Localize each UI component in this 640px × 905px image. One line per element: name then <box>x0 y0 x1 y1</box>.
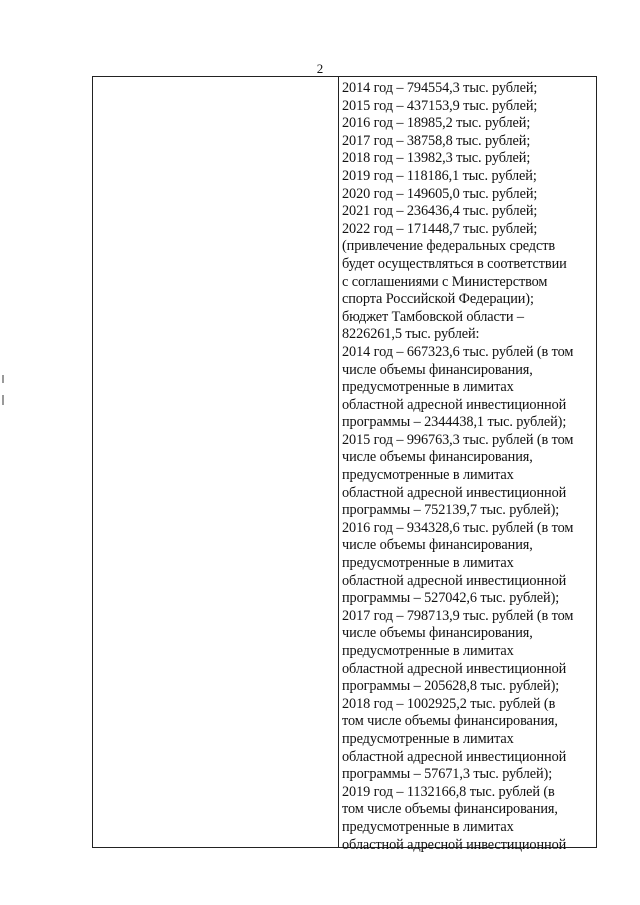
text-line: бюджет Тамбовской области – <box>342 308 524 325</box>
text-line: областной адресной инвестиционной <box>342 396 567 413</box>
text-line: 2016 год – 18985,2 тыс. рублей; <box>342 115 531 132</box>
text-line: 2018 год – 1002925,2 тыс. рублей (в <box>342 695 556 712</box>
text-line: областной адресной инвестиционной <box>342 836 567 853</box>
text-line: программы – 752139,7 тыс. рублей); <box>342 502 560 519</box>
text-line: 2017 год – 798713,9 тыс. рублей (в том <box>342 607 574 624</box>
text-line: 2022 год – 171448,7 тыс. рублей; <box>342 220 538 237</box>
document-table <box>92 76 597 853</box>
text-line: 2014 год – 794554,3 тыс. рублей; <box>342 80 538 96</box>
text-line: предусмотренные в лимитах <box>342 467 514 484</box>
text-line: 2018 год – 13982,3 тыс. рублей; <box>342 150 531 167</box>
right-column-cell <box>342 80 594 854</box>
text-line: программы – 205628,8 тыс. рублей); <box>342 678 560 695</box>
text-line: 2015 год – 437153,9 тыс. рублей; <box>342 97 538 114</box>
text-line: областной адресной инвестиционной <box>342 484 567 501</box>
text-line: 2015 год – 996763,3 тыс. рублей (в том <box>342 431 574 448</box>
scan-margin-mark <box>2 395 4 405</box>
text-line: числе объемы финансирования, <box>342 537 533 554</box>
text-line: предусмотренные в лимитах <box>342 818 514 835</box>
text-line: предусмотренные в лимитах <box>342 643 514 659</box>
text-line: с соглашениями с Министерством <box>342 273 548 290</box>
text-line: будет осуществляться в соответствии <box>342 255 567 272</box>
text-line: 2019 год – 118186,1 тыс. рублей; <box>342 167 537 184</box>
text-line: числе объемы финансирования, <box>342 361 533 378</box>
text-line: предусмотренные в лимитах <box>342 555 514 572</box>
text-line: программы – 57671,3 тыс. рублей); <box>342 766 553 783</box>
text-line: предусмотренные в лимитах <box>342 730 514 747</box>
text-line: 8226261,5 тыс. рублей: <box>342 326 480 343</box>
text-line: областной адресной инвестиционной <box>342 660 567 677</box>
text-line: числе объемы финансирования, <box>342 625 533 642</box>
text-line: 2019 год – 1132166,8 тыс. рублей (в <box>342 783 555 800</box>
text-line: 2016 год – 934328,6 тыс. рублей (в том <box>342 519 574 536</box>
text-line: 2017 год – 38758,8 тыс. рублей; <box>342 132 531 149</box>
text-line: областной адресной инвестиционной <box>342 572 567 589</box>
text-line: (привлечение федеральных средств <box>342 238 556 255</box>
left-column-cell <box>93 77 338 847</box>
text-line: программы – 527042,6 тыс. рублей); <box>342 590 560 607</box>
text-line: программы – 2344438,1 тыс. рублей); <box>342 414 567 431</box>
text-line: том числе объемы финансирования, <box>342 801 558 818</box>
text-line: предусмотренные в лимитах <box>342 379 514 396</box>
text-line: 2014 год – 667323,6 тыс. рублей (в том <box>342 343 574 360</box>
scan-margin-mark <box>2 375 4 383</box>
text-line: числе объемы финансирования, <box>342 449 533 466</box>
column-divider <box>338 77 339 847</box>
page-number: 2 <box>316 61 324 76</box>
text-line: областной адресной инвестиционной <box>342 748 567 765</box>
text-line: 2020 год – 149605,0 тыс. рублей; <box>342 185 538 202</box>
text-line: том числе объемы финансирования, <box>342 713 558 730</box>
text-line: спорта Российской Федерации); <box>342 291 534 308</box>
text-line: 2021 год – 236436,4 тыс. рублей; <box>342 203 538 220</box>
